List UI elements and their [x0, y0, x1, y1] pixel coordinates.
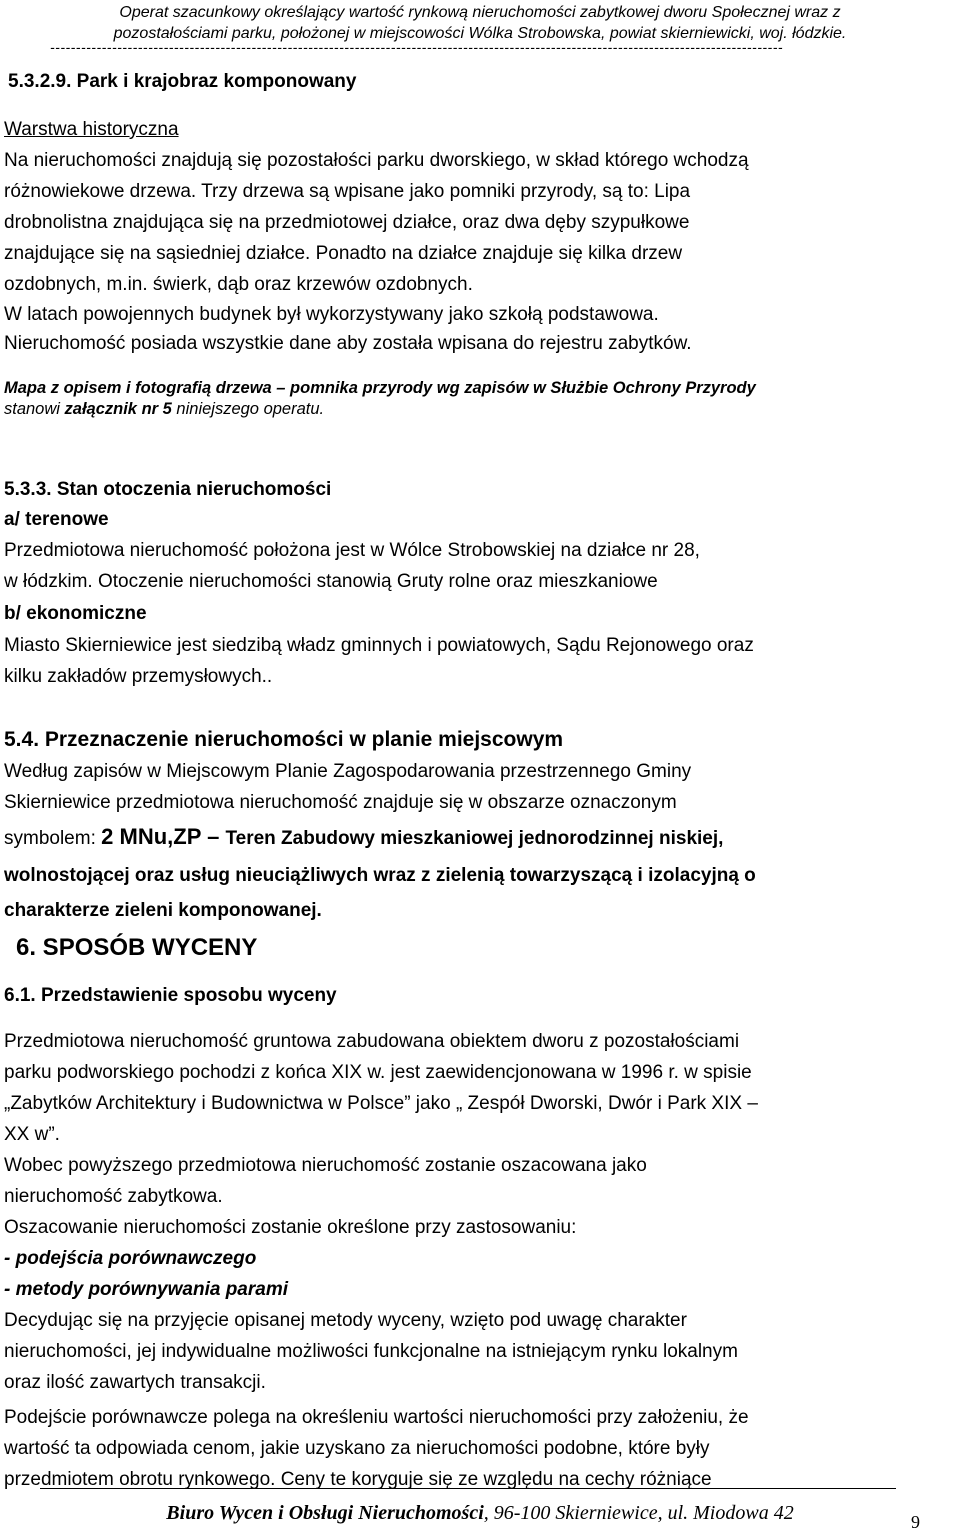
zoning-description-line: charakterze zieleni komponowanej. [4, 900, 322, 921]
section-6-1-body [4, 1026, 956, 1495]
para-line: różnowiekowe drzewa. Trzy drzewa są wpisane jako pomniki przyrody, są to: Lipa [4, 181, 691, 202]
para-line: XX w”. [4, 1124, 60, 1145]
para-line: Wobec powyższego przedmiotowa nieruchomość zostanie oszacowana jako [4, 1155, 647, 1176]
para-line: Na nieruchomości znajdują się pozostałości parku dworskiego, w skład którego wchodzą [4, 150, 749, 171]
annex-reference: załącznik nr 5 [64, 400, 172, 418]
method-item: - podejścia porównawczego [4, 1248, 257, 1269]
para-line: Decydując się na przyjęcie opisanej metody wyceny, wzięto pod uwagę charakter [4, 1310, 687, 1331]
footer-divider [40, 1488, 896, 1489]
zoning-description-line: wolnostojącej oraz usług nieuciążliwych wraz z zielenią towarzyszącą i izolacyjną o [4, 865, 756, 886]
running-header [0, 2, 960, 44]
para-line: drobnolistna znajdująca się na przedmiotowej działce, oraz dwa dęby szypułkowe [4, 212, 690, 233]
para-line: Miasto Skierniewice jest siedzibą władz gminnych i powiatowych, Sądu Rejonowego oraz [4, 635, 754, 656]
section-6 [4, 928, 956, 1011]
annex-note-text: niniejszego operatu. [171, 400, 325, 418]
symbol-prefix: symbolem: [4, 828, 102, 849]
section-heading: Przeznaczenie nieruchomości w planie miejscowym [44, 728, 564, 751]
para-line: Przedmiotowa nieruchomość gruntowa zabudowana obiektem dworu z pozostałościami [4, 1031, 740, 1052]
section-number: 5.4. [4, 728, 45, 751]
page-number: 9 [911, 1512, 920, 1532]
method-item: - metody porównywania parami [4, 1279, 288, 1300]
para-line: oraz ilość zawartych transakcji. [4, 1372, 266, 1393]
header-dash-rule: ---------------------------------------------------------------------------------------------------------------------------------------------- [50, 40, 784, 54]
para-line: Przedmiotowa nieruchomość położona jest w Wólce Strobowskiej na działce nr 28, [4, 540, 700, 561]
annex-note-line-1: Mapa z opisem i fotografią drzewa – pomnika przyrody wg zapisów w Służbie Ochrony Przyrody [4, 379, 756, 397]
zoning-symbol-line [4, 818, 956, 858]
zoning-description: Teren Zabudowy mieszkaniowej jednorodzinnej niskiej, [225, 828, 724, 849]
header-line-2: pozostałościami parku, położonej w miejscowości Wólka Strobowska, powiat skierniewicki, woj. łódzkie. [113, 25, 847, 42]
para-line: W latach powojennych budynek był wykorzystywany jako szkołą podstawowa. [4, 304, 659, 325]
section-title [4, 724, 956, 756]
para-line: Podejście porównawcze polega na określeniu wartości nieruchomości przy założeniu, że [4, 1407, 749, 1428]
page-footer [0, 1500, 960, 1526]
para-line: wartość ta odpowiada cenom, jakie uzyskano za nieruchomości podobne, które były [4, 1438, 710, 1459]
annex-note-line-2 [4, 399, 956, 420]
annex-note-text: stanowi [4, 400, 65, 418]
chapter-title: 6. SPOSÓB WYCENY [16, 934, 258, 961]
section-5-3-2-9 [4, 66, 956, 97]
annex-note [4, 378, 956, 420]
section-5-4 [4, 724, 956, 928]
section-5-3-3 [4, 474, 956, 692]
para-line: kilku zakładów przemysłowych.. [4, 666, 273, 687]
para-line: przedmiotem obrotu rynkowego. Ceny te koryguje się ze względu na cechy różniące [4, 1469, 712, 1490]
label-terrain: a/ terenowe [4, 509, 109, 530]
para-line: Według zapisów w Miejscowym Planie Zagospodarowania przestrzennego Gminy [4, 761, 692, 782]
label-economic: b/ ekonomiczne [4, 603, 147, 624]
header-line-1: Operat szacunkowy określający wartość rynkową nieruchomości zabytkowej dworu Społecznej wraz z [119, 4, 841, 21]
para-line: parku podworskiego pochodzi z końca XIX w. jest zaewidencjonowana w 1996 r. w spisie [4, 1062, 752, 1083]
section-title: 5.3.3. Stan otoczenia nieruchomości [4, 479, 332, 500]
zoning-symbol: 2 MNu,ZP [101, 824, 201, 849]
para-line: ozdobnych, m.in. świerk, dąb oraz krzewów ozdobnych. [4, 274, 473, 295]
para-line: Oszacowanie nieruchomości zostanie określone przy zastosowaniu: [4, 1217, 577, 1238]
section-5-3-2-9-body [4, 114, 956, 358]
footer-address: , 96-100 Skierniewice, ul. Miodowa 42 [483, 1502, 794, 1524]
para-line: Nieruchomość posiada wszystkie dane aby została wpisana do rejestru zabytków. [4, 333, 692, 354]
subsection-title: 6.1. Przedstawienie sposobu wyceny [4, 985, 337, 1006]
para-line: znajdujące się na sąsiedniej działce. Ponadto na działce znajduje się kilka drzew [4, 243, 683, 264]
footer-company: Biuro Wycen i Obsługi Nieruchomości [166, 1502, 484, 1524]
para-line: „Zabytków Architektury i Budownictwa w Polsce” jako „ Zespół Dworski, Dwór i Park XIX – [4, 1093, 758, 1114]
para-line: w łódzkim. Otoczenie nieruchomości stanowią Gruty rolne oraz mieszkaniowe [4, 571, 658, 592]
symbol-dash: – [200, 824, 226, 849]
para-line: Skierniewice przedmiotowa nieruchomość znajduje się w obszarze oznaczonym [4, 792, 677, 813]
subtitle-historical-layer: Warstwa historyczna [4, 119, 179, 140]
para-line: nieruchomości, jej indywidualne możliwości funkcjonalne na istniejącym rynku lokalnym [4, 1341, 738, 1362]
para-line: nieruchomość zabytkowa. [4, 1186, 223, 1207]
section-title: 5.3.2.9. Park i krajobraz komponowany [8, 71, 357, 92]
